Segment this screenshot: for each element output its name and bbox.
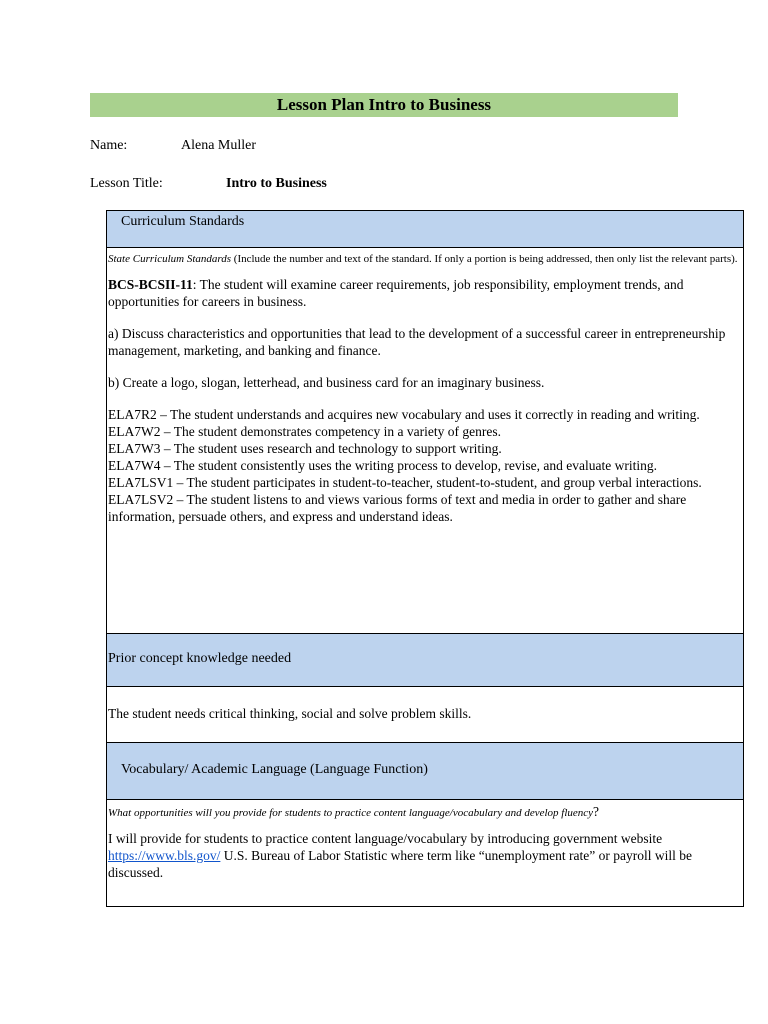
curriculum-standards-title: Curriculum Standards xyxy=(121,214,245,229)
lesson-title-value: Intro to Business xyxy=(226,176,327,191)
ela-standard: ELA7LSV2 – The student listens to and views various forms of text and media in order to gather and share information, persuade others, and express and understand ideas. xyxy=(108,492,687,524)
prior-knowledge-text: The student needs critical thinking, social and solve problem skills. xyxy=(108,706,472,721)
standard-item-b: b) Create a logo, slogan, letterhead, and business card for an imaginary business. xyxy=(108,375,545,390)
ela-standard: ELA7W2 – The student demonstrates competency in a variety of genres. xyxy=(108,424,502,439)
ela-standard: ELA7R2 – The student understands and acquires new vocabulary and uses it correctly in reading and writing. xyxy=(108,407,700,422)
curriculum-intro-rest: (Include the number and text of the standard. If only a portion is being addressed, then only list the relevant parts). xyxy=(231,253,738,265)
vocabulary-title: Vocabulary/ Academic Language (Language Function) xyxy=(121,762,428,777)
vocabulary-question xyxy=(108,803,741,822)
standard-code: BCS-BCSII-11 xyxy=(108,277,193,292)
prior-knowledge-title: Prior concept knowledge needed xyxy=(108,651,292,666)
ela-standard: ELA7LSV1 – The student participates in student-to-teacher, student-to-student, and group verbal interactions. xyxy=(108,475,702,490)
vocabulary-question-mark: ? xyxy=(593,804,600,819)
lesson-plan-table xyxy=(106,210,744,907)
standard-paragraph xyxy=(108,276,741,310)
ela-standard: ELA7W3 – The student uses research and technology to support writing. xyxy=(108,441,502,456)
curriculum-standards-header xyxy=(107,211,743,248)
vocabulary-answer xyxy=(108,830,741,881)
bls-link[interactable]: https://www.bls.gov/ xyxy=(108,848,221,863)
prior-knowledge-header xyxy=(107,634,743,687)
name-label: Name: xyxy=(90,138,128,153)
vocabulary-body xyxy=(107,800,743,906)
vocabulary-header xyxy=(107,743,743,800)
curriculum-intro xyxy=(108,251,741,268)
vocabulary-answer-after: U.S. Bureau of Labor Statistic where term like “unemployment rate” or payroll will be discussed. xyxy=(108,848,693,880)
ela-standard: ELA7W4 – The student consistently uses the writing process to develop, revise, and evaluate writing. xyxy=(108,458,657,473)
curriculum-standards-body xyxy=(107,248,743,634)
vocabulary-question-text: What opportunities will you provide for students to practice content language/vocabulary and develop fluency xyxy=(108,807,594,819)
curriculum-intro-italic: State Curriculum Standards xyxy=(108,253,232,265)
standard-text: : The student will examine career requirements, job responsibility, employment trends, and opportunities for careers in business. xyxy=(108,277,684,309)
name-value: Alena Muller xyxy=(181,138,257,153)
prior-knowledge-body xyxy=(107,687,743,743)
lesson-title-label: Lesson Title: xyxy=(90,176,163,191)
vocabulary-answer-before: I will provide for students to practice content language/vocabulary by introducing government website xyxy=(108,831,663,846)
standard-item-a: a) Discuss characteristics and opportunities that lead to the development of a successful career in entrepreneurship management, marketing, and banking and finance. xyxy=(108,326,726,358)
page-title: Lesson Plan Intro to Business xyxy=(90,93,678,117)
